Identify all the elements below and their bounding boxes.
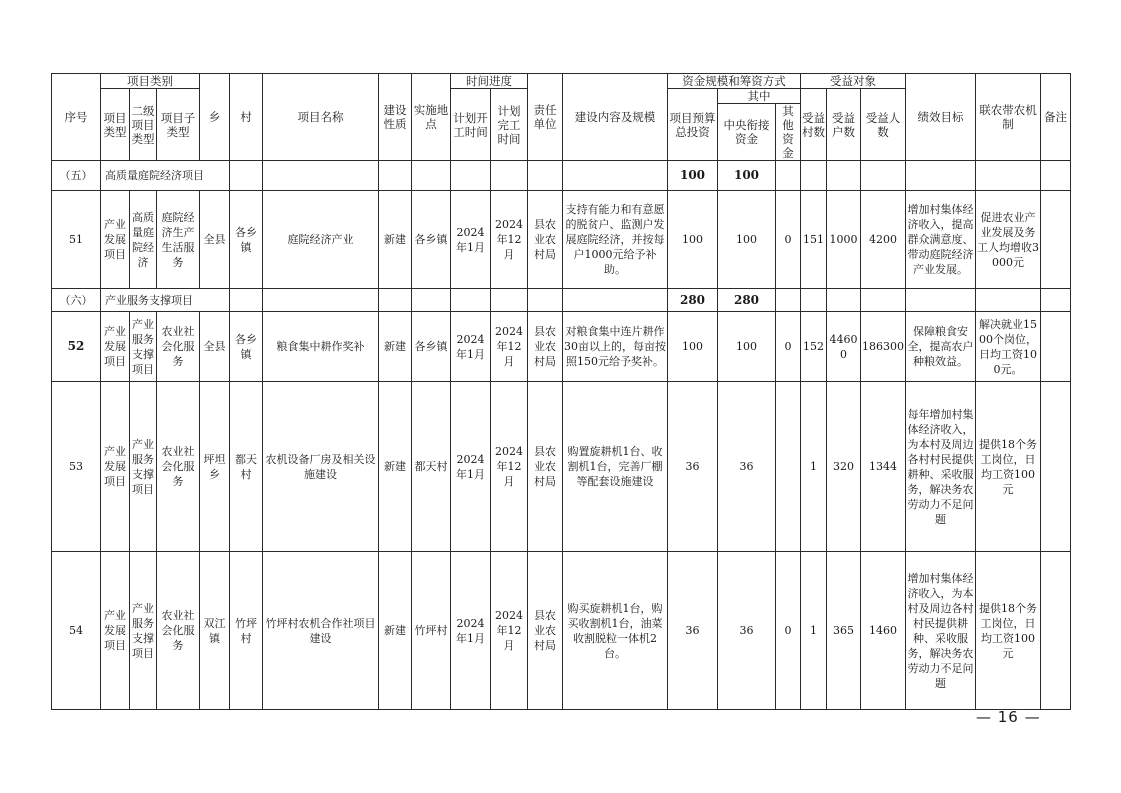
header-content: 建设内容及规模 [563, 74, 668, 161]
cell-households: 44600 [827, 312, 861, 382]
cell-end: 2024年12月 [491, 382, 528, 552]
cell-secondary-type: 产业服务支撑项目 [130, 552, 157, 710]
cell-location: 竹坪村 [412, 552, 451, 710]
cell-village: 竹坪村 [230, 552, 263, 710]
cell-households: 365 [827, 552, 861, 710]
cell-content: 支持有能力和有意愿的脱贫户、监测户发展庭院经济，并按每户1000元给予补助。 [563, 191, 668, 289]
cell-township: 双江镇 [200, 552, 230, 710]
cell-households: 320 [827, 382, 861, 552]
cell-link: 提供18个务工岗位，日均工资100元 [976, 552, 1041, 710]
cell-budget: 100 [668, 191, 718, 289]
cell-name: 粮食集中耕作奖补 [263, 312, 379, 382]
cell-unit: 县农业农村局 [528, 312, 563, 382]
cell-nature: 新建 [379, 191, 412, 289]
section-central: 280 [718, 289, 776, 312]
cell-name: 庭院经济产业 [263, 191, 379, 289]
cell-unit: 县农业农村局 [528, 552, 563, 710]
table-row [52, 382, 1071, 552]
cell-content: 对粮食集中连片耕作30亩以上的，每亩按照150元给予奖补。 [563, 312, 668, 382]
cell-other: 0 [776, 312, 801, 382]
cell-seq: 51 [52, 191, 101, 289]
cell-people: 4200 [861, 191, 906, 289]
header-unit: 责任单位 [528, 74, 563, 161]
section-budget: 100 [668, 161, 718, 191]
cell-central: 100 [718, 191, 776, 289]
cell-villages: 1 [801, 382, 827, 552]
cell-budget: 36 [668, 552, 718, 710]
header-time-group: 时间进度 [451, 74, 528, 89]
cell-type: 产业发展项目 [101, 191, 130, 289]
cell-other: 0 [776, 552, 801, 710]
header-other: 其他资金 [776, 104, 801, 161]
cell-content: 购买旋耕机1台，购买收割机1台，油菜收割脱粒一体机2台。 [563, 552, 668, 710]
cell-link: 解决就业1500个岗位，日均工资100元。 [976, 312, 1041, 382]
header-village: 村 [230, 74, 263, 161]
header-secondary-type: 二级项目类型 [130, 89, 157, 161]
cell-location: 各乡镇 [412, 191, 451, 289]
header-central: 中央衔接资金 [718, 104, 776, 161]
cell-central: 36 [718, 552, 776, 710]
cell-people: 1460 [861, 552, 906, 710]
section-budget: 280 [668, 289, 718, 312]
header-sub-type: 项目子类型 [157, 89, 200, 161]
header-remark: 备注 [1041, 74, 1071, 161]
header-seq: 序号 [52, 74, 101, 161]
cell-start: 2024年1月 [451, 191, 491, 289]
cell-township: 坪坦乡 [200, 382, 230, 552]
cell-start: 2024年1月 [451, 552, 491, 710]
section-title: 产业服务支撑项目 [101, 289, 230, 312]
cell-name: 竹坪村农机合作社项目建设 [263, 552, 379, 710]
cell-content: 购置旋耕机1台、收割机1台，完善厂棚等配套设施建设 [563, 382, 668, 552]
header-people: 受益人数 [861, 89, 906, 161]
section-title: 高质量庭院经济项目 [101, 161, 230, 191]
cell-secondary-type: 产业服务支撑项目 [130, 382, 157, 552]
cell-village: 各乡镇 [230, 312, 263, 382]
cell-township: 全县 [200, 191, 230, 289]
cell-other: 0 [776, 191, 801, 289]
cell-remark [1041, 312, 1071, 382]
cell-villages: 1 [801, 552, 827, 710]
section-label: （六） [52, 289, 101, 312]
header-location: 实施地点 [412, 74, 451, 161]
table-row [52, 312, 1071, 382]
header-households: 受益户数 [827, 89, 861, 161]
cell-location: 各乡镇 [412, 312, 451, 382]
header-category-group: 项目类别 [101, 74, 200, 89]
cell-secondary-type: 高质量庭院经济 [130, 191, 157, 289]
cell-nature: 新建 [379, 552, 412, 710]
cell-village: 都天村 [230, 382, 263, 552]
cell-unit: 县农业农村局 [528, 382, 563, 552]
cell-type: 产业发展项目 [101, 312, 130, 382]
project-table [51, 73, 1071, 710]
cell-remark [1041, 552, 1071, 710]
cell-sub-type: 农业社会化服务 [157, 382, 200, 552]
cell-end: 2024年12月 [491, 312, 528, 382]
cell-households: 1000 [827, 191, 861, 289]
cell-seq: 52 [52, 312, 101, 382]
cell-end: 2024年12月 [491, 552, 528, 710]
header-funds-group: 资金规模和筹资方式 [668, 74, 801, 89]
cell-sub-type: 农业社会化服务 [157, 552, 200, 710]
table-row [52, 552, 1071, 710]
cell-goal: 增加村集体经济收入，为本村及周边各村村民提供耕种、采收服务，解决务农劳动力不足问题 [906, 552, 976, 710]
cell-budget: 36 [668, 382, 718, 552]
cell-goal: 增加村集体经济收入，提高群众满意度、带动庭院经济产业发展。 [906, 191, 976, 289]
cell-nature: 新建 [379, 382, 412, 552]
cell-central: 36 [718, 382, 776, 552]
header-start: 计划开工时间 [451, 89, 491, 161]
header-link: 联农带农机制 [976, 74, 1041, 161]
header-row-1 [52, 74, 1071, 89]
header-township: 乡 [200, 74, 230, 161]
header-goal: 绩效目标 [906, 74, 976, 161]
cell-township: 全县 [200, 312, 230, 382]
header-name: 项目名称 [263, 74, 379, 161]
header-budget: 项目预算总投资 [668, 89, 718, 161]
header-villages: 受益村数 [801, 89, 827, 161]
page-number: — 16 — [976, 708, 1041, 726]
section-label: （五） [52, 161, 101, 191]
table-row [52, 191, 1071, 289]
cell-people: 1344 [861, 382, 906, 552]
section-row-5 [52, 161, 1071, 191]
section-central: 100 [718, 161, 776, 191]
cell-link: 促进农业产业发展及务工人均增收3000元 [976, 191, 1041, 289]
cell-villages: 152 [801, 312, 827, 382]
cell-location: 都天村 [412, 382, 451, 552]
cell-village: 各乡镇 [230, 191, 263, 289]
cell-link: 提供18个务工岗位，日均工资100元 [976, 382, 1041, 552]
cell-seq: 53 [52, 382, 101, 552]
cell-other [776, 382, 801, 552]
cell-start: 2024年1月 [451, 382, 491, 552]
section-row-6 [52, 289, 1071, 312]
header-type: 项目类型 [101, 89, 130, 161]
cell-people: 186300 [861, 312, 906, 382]
cell-budget: 100 [668, 312, 718, 382]
cell-secondary-type: 产业服务支撑项目 [130, 312, 157, 382]
cell-type: 产业发展项目 [101, 552, 130, 710]
cell-goal: 保障粮食安全，提高农户种粮效益。 [906, 312, 976, 382]
header-beneficiary-group: 受益对象 [801, 74, 906, 89]
cell-villages: 151 [801, 191, 827, 289]
cell-unit: 县农业农村局 [528, 191, 563, 289]
cell-name: 农机设备厂房及相关设施建设 [263, 382, 379, 552]
header-of-which: 其中 [718, 89, 801, 104]
cell-sub-type: 农业社会化服务 [157, 312, 200, 382]
cell-remark [1041, 382, 1071, 552]
cell-sub-type: 庭院经济生产生活服务 [157, 191, 200, 289]
cell-goal: 每年增加村集体经济收入，为本村及周边各村村民提供耕种、采收服务，解决务农劳动力不足问题 [906, 382, 976, 552]
cell-seq: 54 [52, 552, 101, 710]
cell-end: 2024年12月 [491, 191, 528, 289]
cell-start: 2024年1月 [451, 312, 491, 382]
cell-type: 产业发展项目 [101, 382, 130, 552]
cell-central: 100 [718, 312, 776, 382]
cell-remark [1041, 191, 1071, 289]
header-end: 计划完工时间 [491, 89, 528, 161]
cell-nature: 新建 [379, 312, 412, 382]
header-nature: 建设性质 [379, 74, 412, 161]
